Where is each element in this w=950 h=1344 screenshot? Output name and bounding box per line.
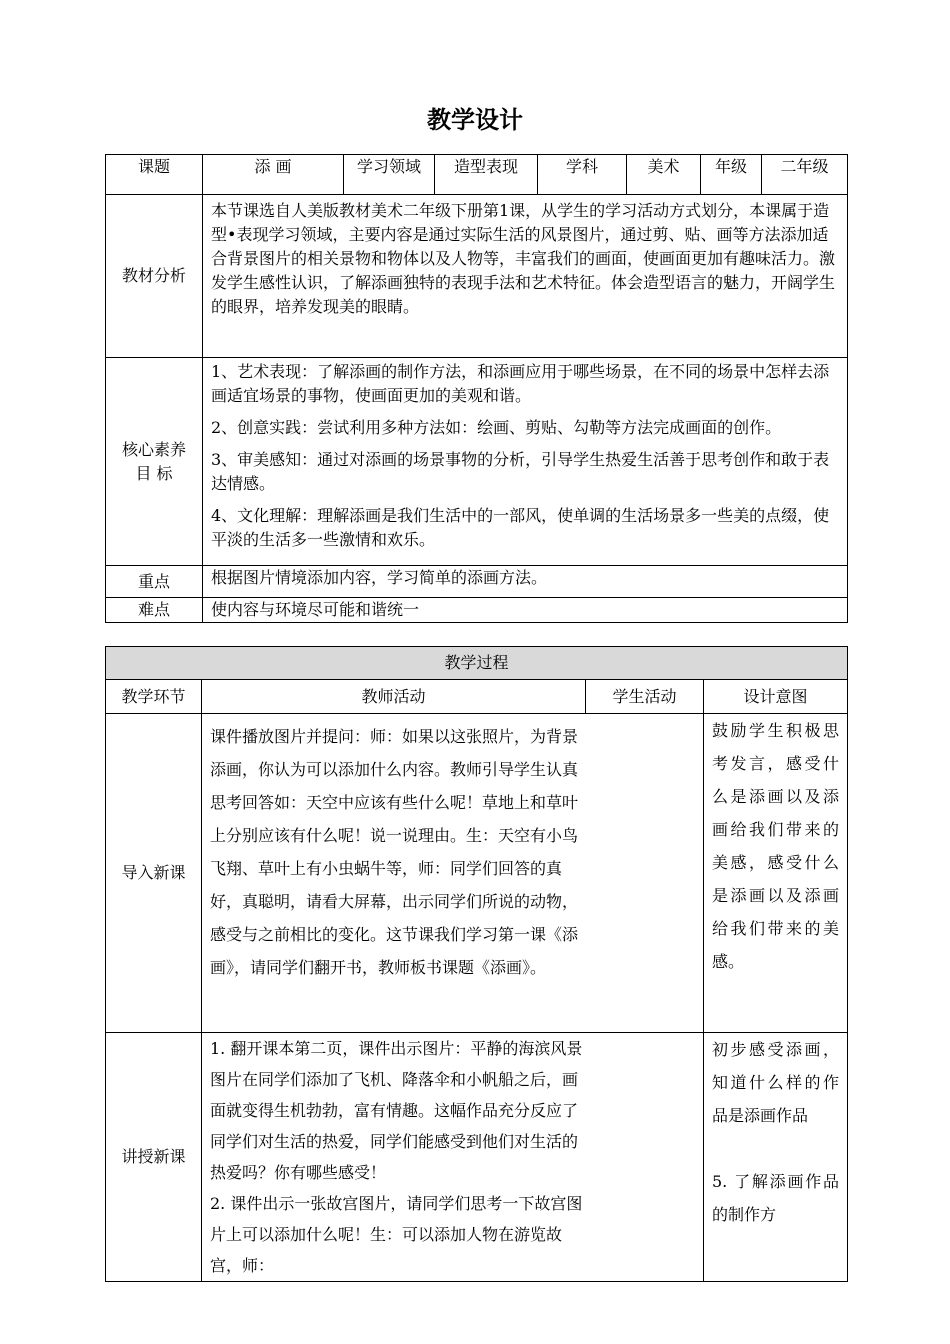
core-goal-item: 3、审美感知：通过对添画的场景事物的分析，引导学生热爱生活善于思考创作和敢于表达情感。 (211, 450, 830, 493)
subject-label: 课题 (106, 155, 203, 195)
teacher-activity (202, 1033, 704, 1282)
column-header: 设计意图 (704, 680, 848, 714)
process-table (105, 646, 848, 1282)
stage-label: 讲授新课 (106, 1033, 202, 1282)
teacher-activity-step: 2. 课件出示一张故宫图片，请同学们思考一下故宫图片上可以添加什么呢！生：可以添加人物在游览故宫，师： (210, 1194, 583, 1275)
difficulty-text: 使内容与环境尽可能和谐统一 (203, 598, 848, 623)
teacher-activity-step: 1. 翻开课本第二页，课件出示图片：平静的海滨风景图片在同学们添加了飞机、降落伞和小帆船之后，画面就变得生机勃勃，富有情趣。这幅作品充分反应了同学们对生活的热爱，同学们能感受到他们对生活的热爱吗？你有哪些感受！ (210, 1039, 583, 1182)
subject-value: 添 画 (203, 155, 344, 195)
table-row (106, 714, 848, 1033)
column-header: 学生活动 (586, 680, 704, 714)
key-point-text: 根据图片情境添加内容，学习简单的添画方法。 (203, 566, 848, 598)
discipline-label: 学科 (538, 155, 627, 195)
core-goal-item: 4、文化理解：理解添画是我们生活中的一部风，使单调的生活场景多一些美的点缀，使平淡的生活多一些激情和欢乐。 (211, 506, 830, 549)
design-intent: 鼓励学生积极思考发言，感受什么是添画以及添画给我们带来的美感，感受什么是添画以及添画给我们带来的美感。 (704, 714, 848, 1033)
difficulty-label: 难点 (106, 598, 203, 623)
design-intent-step: 5. 了解添画作品的制作方 (712, 1172, 840, 1224)
domain-value: 造型表现 (435, 155, 538, 195)
teacher-activity: 课件播放图片并提问：师：如果以这张照片，为背景添画，你认为可以添加什么内容。教师引导学生认真思考回答如：天空中应该有些什么呢！草地上和草叶上分别应该有什么呢！说一说理由。生：天空有小鸟飞翔、草叶上有小虫蜗牛等，师：同学们回答的真好，真聪明，请看大屏幕，出示同学们所说的动物，感受与之前相比的变化。这节课我们学习第一课《添画》，请同学们翻开书，教师板书课题《添画》。 (202, 714, 704, 1033)
core-goals-content (203, 358, 848, 566)
stage-label: 导入新课 (106, 714, 202, 1033)
discipline-value: 美术 (627, 155, 701, 195)
material-analysis-text: 本节课选自人美版教材美术二年级下册第1课，从学生的学习活动方式划分，本课属于造型•表现学习领域，主要内容是通过实际生活的风景图片，通过剪、贴、画等方法添加适合背景图片的相关景物和物体以及人物等，丰富我们的画面，使画面更加有趣味活力。激发学生感性认识，了解添画独特的表现手法和艺术特征。体会造型语言的魅力，开阔学生的眼界，培养发现美的眼睛。 (203, 195, 848, 358)
grade-label: 年级 (701, 155, 762, 195)
info-table (105, 154, 848, 623)
key-point-label: 重点 (106, 566, 203, 598)
core-goal-item: 1、艺术表现：了解添画的制作方法，和添画应用于哪些场景，在不同的场景中怎样去添画适宜场景的事物，使画面更加的美观和谐。 (211, 362, 830, 405)
design-intent (704, 1033, 848, 1282)
grade-value: 二年级 (762, 155, 848, 195)
design-intent-step: 初步感受添画，知道什么样的作品是添画作品 (712, 1040, 840, 1125)
core-goals-label-line1: 核心素养 (121, 439, 186, 459)
core-goals-label (106, 358, 203, 566)
column-header: 教学环节 (106, 680, 202, 714)
process-header: 教学过程 (106, 647, 848, 680)
page-title: 教学设计 (427, 106, 523, 134)
column-header: 教师活动 (202, 680, 586, 714)
domain-label: 学习领域 (344, 155, 435, 195)
core-goals-label-line2: 目 标 (135, 463, 173, 483)
table-row (106, 1033, 848, 1282)
material-analysis-label: 教材分析 (106, 195, 203, 358)
core-goal-item: 2、创意实践：尝试利用多种方法如：绘画、剪贴、勾勒等方法完成画面的创作。 (211, 418, 782, 437)
